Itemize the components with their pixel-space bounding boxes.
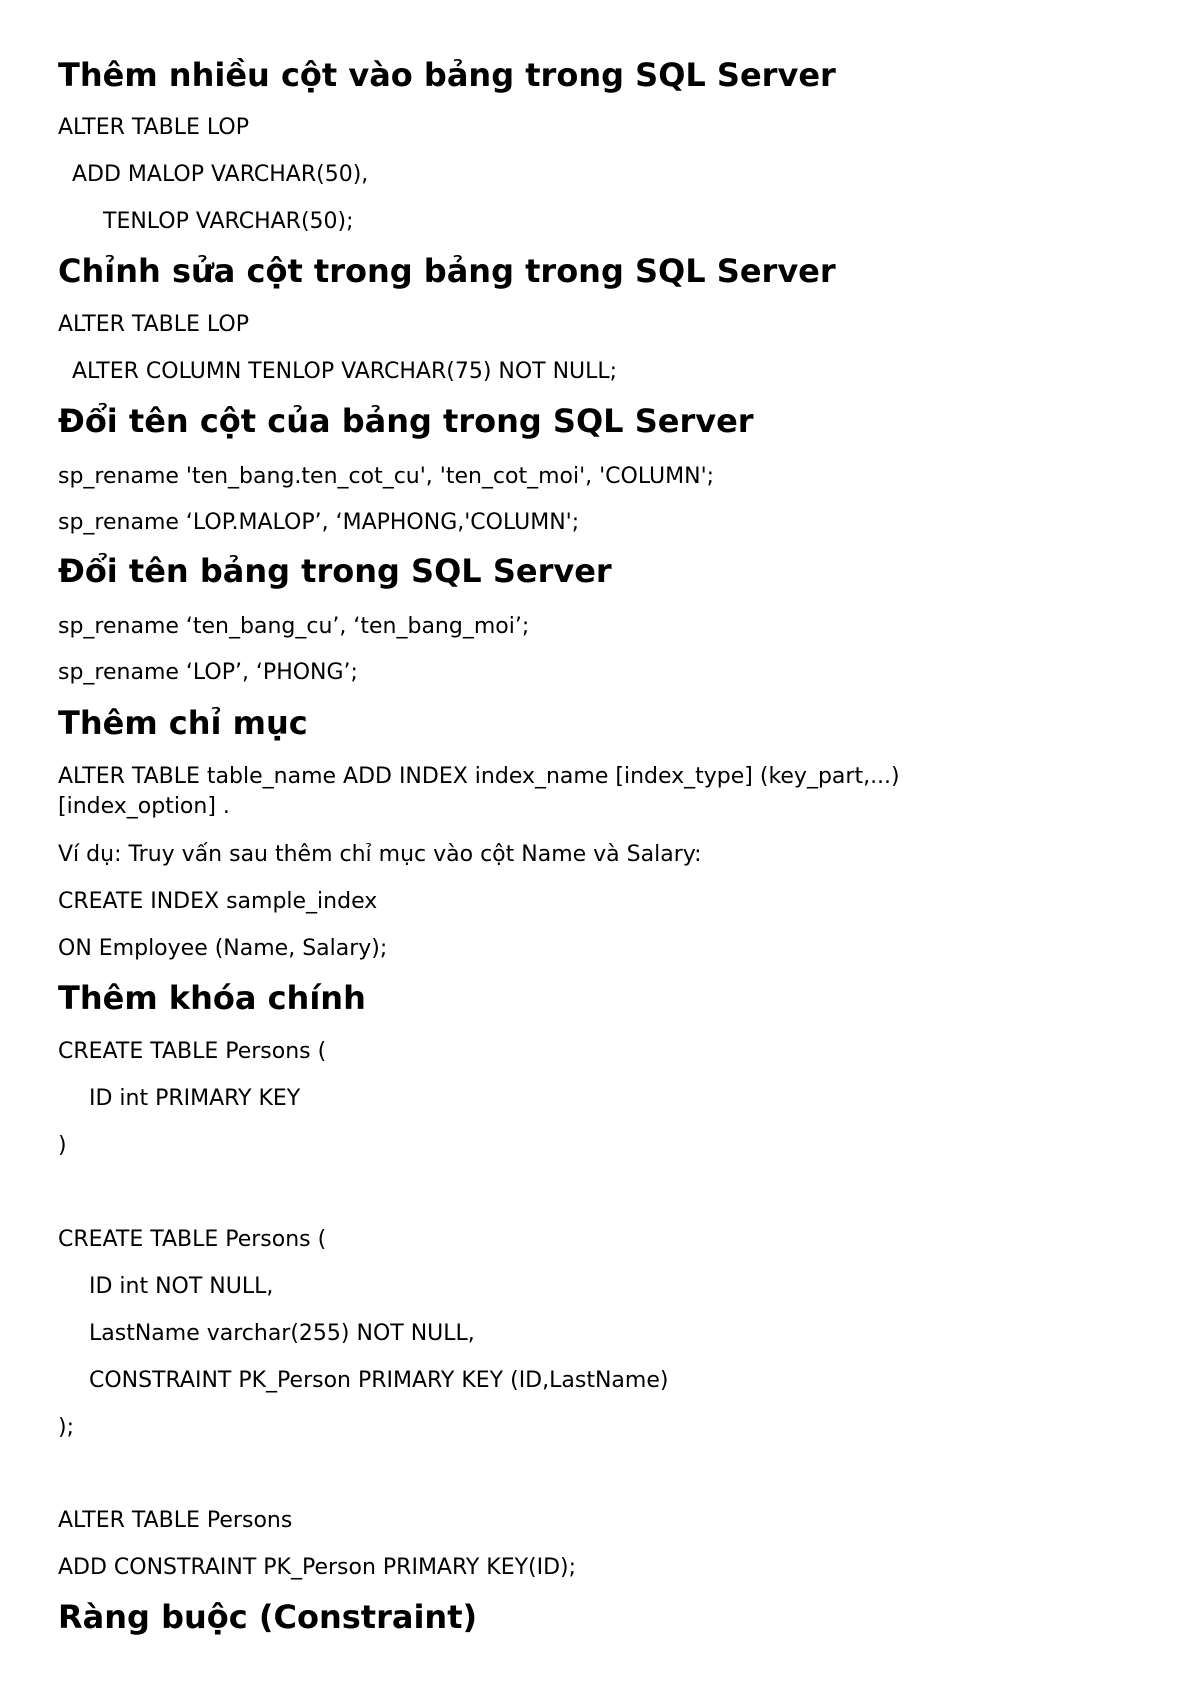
code-line: ALTER TABLE Persons (58, 1508, 293, 1533)
section-heading: Chỉnh sửa cột trong bảng trong SQL Server (58, 252, 836, 290)
code-line: CREATE TABLE Persons ( (58, 1039, 327, 1064)
code-line: ALTER TABLE LOP (58, 312, 249, 337)
code-line: sp_rename ‘ten_bang_cu’, ‘ten_bang_moi’; (58, 614, 530, 639)
code-line: ) (58, 1133, 67, 1158)
code-line: CREATE TABLE Persons ( (58, 1227, 327, 1252)
code-line: sp_rename ‘LOP’, ‘PHONG’; (58, 660, 358, 685)
code-line: ); (58, 1415, 74, 1440)
code-line: ADD CONSTRAINT PK_Person PRIMARY KEY(ID); (58, 1555, 577, 1580)
section-heading: Thêm chỉ mục (58, 704, 308, 742)
code-line: ALTER TABLE LOP (58, 115, 249, 140)
code-line: LastName varchar(255) NOT NULL, (89, 1321, 475, 1346)
code-line: ON Employee (Name, Salary); (58, 936, 388, 961)
paragraph-line: Ví dụ: Truy vấn sau thêm chỉ mục vào cột Name và Salary: (58, 842, 702, 867)
code-line: ADD MALOP VARCHAR(50), (72, 162, 369, 187)
code-line: CREATE INDEX sample_index (58, 889, 378, 914)
code-line: sp_rename 'ten_bang.ten_cot_cu', 'ten_cot_moi', 'COLUMN'; (58, 464, 715, 489)
section-heading: Thêm khóa chính (58, 979, 366, 1017)
section-heading: Ràng buộc (Constraint) (58, 1598, 478, 1636)
code-line: CONSTRAINT PK_Person PRIMARY KEY (ID,LastName) (89, 1368, 669, 1393)
code-line: [index_option] . (58, 794, 230, 819)
code-line: sp_rename ‘LOP.MALOP’, ‘MAPHONG,'COLUMN'; (58, 510, 580, 535)
code-line: ID int NOT NULL, (89, 1274, 274, 1299)
code-line: ID int PRIMARY KEY (89, 1086, 301, 1111)
code-line: TENLOP VARCHAR(50); (103, 209, 354, 234)
code-line: ALTER TABLE table_name ADD INDEX index_name [index_type] (key_part,...) (58, 764, 900, 789)
section-heading: Đổi tên cột của bảng trong SQL Server (58, 402, 754, 440)
code-line: ALTER COLUMN TENLOP VARCHAR(75) NOT NULL; (72, 359, 618, 384)
section-heading: Thêm nhiều cột vào bảng trong SQL Server (58, 56, 836, 94)
section-heading: Đổi tên bảng trong SQL Server (58, 552, 612, 590)
